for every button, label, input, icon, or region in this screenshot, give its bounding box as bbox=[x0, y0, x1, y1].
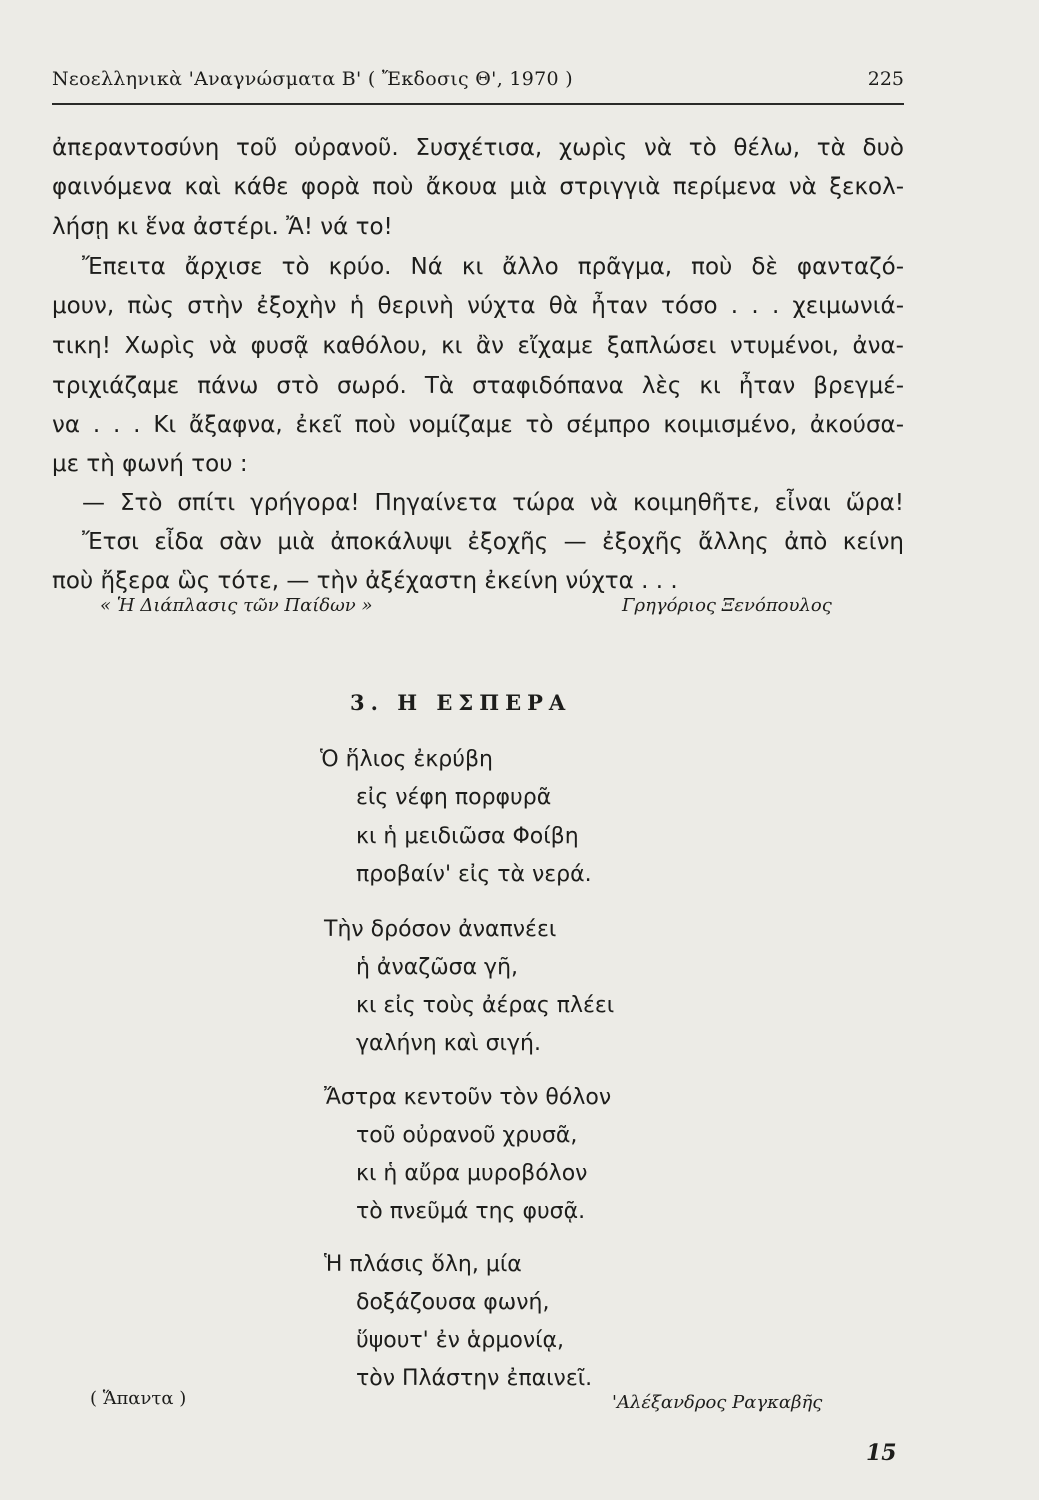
poem-author: 'Αλέξανδρος Ραγκαβῆς bbox=[612, 1392, 823, 1413]
prose-line: — Στὸ σπίτι γρήγορα! Πηγαίνετα τώρα νὰ κοιμηθῆτε, εἶναι ὥρα! bbox=[82, 490, 904, 516]
prose-author: Γρηγόριος Ξενόπουλος bbox=[622, 595, 832, 616]
header-title: Νεοελληνικὰ 'Αναγνώσματα Β' ( Ἔκδοσις Θ', 1970 ) bbox=[52, 68, 573, 90]
poem-verse: ὕψουτ' ἐν ἁρμονίᾳ, bbox=[356, 1328, 565, 1353]
prose-line: τικη! Χωρὶς νὰ φυσᾷ καθόλου, κι ἂν εἴχαμε ξαπλώσει ντυμένοι, ἀνα- bbox=[52, 333, 904, 359]
folio-number: 15 bbox=[866, 1440, 897, 1466]
poem-verse: ἡ ἀναζῶσα γῆ, bbox=[356, 955, 519, 980]
prose-line: Ἔτσι εἶδα σὰν μιὰ ἀποκάλυψι ἐξοχῆς — ἐξοχῆς ἄλλης ἀπὸ κείνη bbox=[82, 529, 904, 555]
poem-verse: Ἄστρα κεντοῦν τὸν θόλον bbox=[324, 1085, 612, 1110]
prose-line: μουν, πὼς στὴν ἐξοχὴν ἡ θερινὴ νύχτα θὰ ἦταν τόσο . . . χειμωνιά- bbox=[52, 293, 904, 319]
poem-verse: κι ἡ αὔρα μυροβόλον bbox=[356, 1161, 588, 1186]
poem-verse: Ὁ ἥλιος ἐκρύβη bbox=[320, 747, 493, 772]
poem-verse: Ἡ πλάσις ὅλη, μία bbox=[324, 1252, 522, 1277]
prose-line: φαινόμενα καὶ κάθε φορὰ ποὺ ἄκουα μιὰ στριγγιὰ περίμενα νὰ ξεκολ- bbox=[52, 174, 904, 200]
prose-line: Ἔπειτα ἄρχισε τὸ κρύο. Νά κι ἄλλο πρᾶγμα, ποὺ δὲ φανταζό- bbox=[82, 254, 904, 280]
poem-verse: δοξάζουσα φωνή, bbox=[356, 1290, 550, 1315]
poem-verse: Τὴν δρόσον ἀναπνέει bbox=[324, 917, 557, 942]
poem-verse: κι ἡ μειδιῶσα Φοίβη bbox=[356, 824, 579, 849]
poem-title: 3. Η ΕΣΠΕΡΑ bbox=[350, 690, 572, 715]
poem-verse: προβαίν' εἰς τὰ νερά. bbox=[356, 862, 592, 887]
header-rule bbox=[52, 103, 904, 105]
running-header bbox=[52, 68, 904, 96]
prose-line: ποὺ ἤξερα ὣς τότε, — τὴν ἀξέχαστη ἐκείνη νύχτα . . . bbox=[52, 568, 678, 594]
prose-line: ἀπεραντοσύνη τοῦ οὐρανοῦ. Συσχέτισα, χωρὶς νὰ τὸ θέλω, τὰ δυὸ bbox=[52, 135, 904, 161]
poem-verse: τὸν Πλάστην ἐπαινεῖ. bbox=[356, 1366, 593, 1391]
poem-verse: εἰς νέφη πορφυρᾶ bbox=[356, 785, 552, 810]
prose-line: τριχιάζαμε πάνω στὸ σωρό. Τὰ σταφιδόπανα λὲς κι ἦταν βρεγμέ- bbox=[52, 373, 904, 399]
poem-verse: τοῦ οὐρανοῦ χρυσᾶ, bbox=[356, 1123, 578, 1148]
prose-line: λήσῃ κι ἕνα ἀστέρι. Ἄ! νά το! bbox=[52, 214, 393, 240]
poem-verse: τὸ πνεῦμά της φυσᾷ. bbox=[356, 1199, 586, 1224]
prose-source: « Ἡ Διάπλασις τῶν Παίδων » bbox=[100, 595, 373, 616]
poem-verse: γαλήνη καὶ σιγή. bbox=[356, 1031, 541, 1056]
prose-line: με τὴ φωνή του : bbox=[52, 451, 248, 477]
poem-source: ( Ἅπαντα ) bbox=[90, 1388, 187, 1409]
prose-line: να . . . Κι ἄξαφνα, ἐκεῖ ποὺ νομίζαμε τὸ σέμπρο κοιμισμένο, ἀκούσα- bbox=[52, 412, 904, 438]
header-page-number: 225 bbox=[867, 68, 904, 90]
poem-verse: κι εἰς τοὺς ἀέρας πλέει bbox=[356, 993, 615, 1018]
